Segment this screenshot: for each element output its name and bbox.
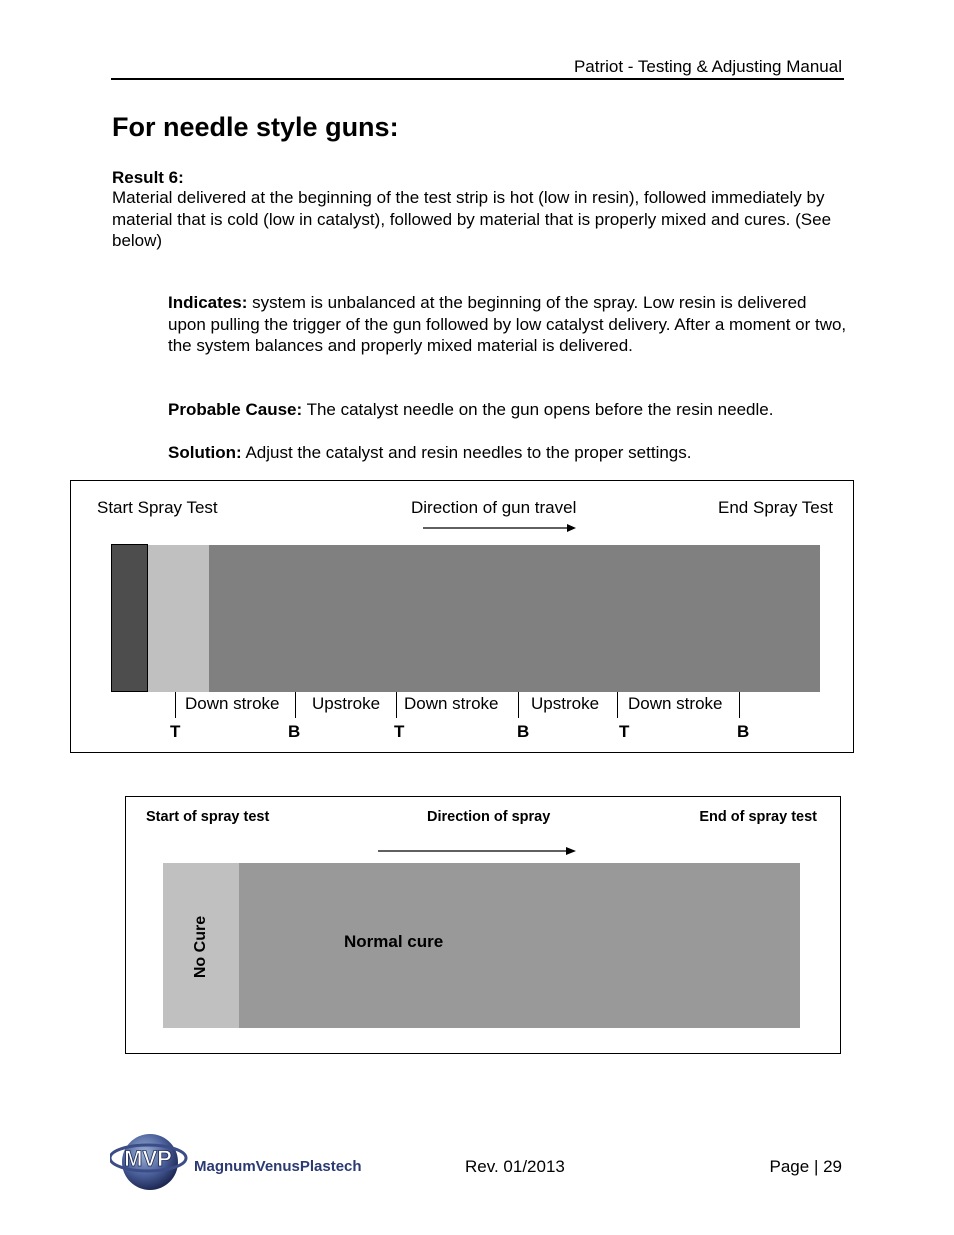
direction-label: Direction of gun travel [411,498,577,517]
stroke-tick [295,692,296,718]
stroke-tick [617,692,618,718]
revision-label: Rev. 01/2013 [465,1157,565,1176]
stroke-marker: B [737,722,750,741]
no-cure-section [163,863,239,1028]
cause-label: Probable Cause: [168,400,303,419]
indicates-label: Indicates: [168,293,248,312]
stroke-marker: B [288,722,301,741]
cause-text: The catalyst needle on the gun opens before the resin needle. [302,400,774,419]
result-label: Result 6: [112,168,184,187]
direction-of-spray-label: Direction of spray [427,809,551,825]
solution-label: Solution: [168,443,242,462]
stroke-marker: T [170,722,181,741]
stroke-label: Upstroke [312,694,381,713]
stroke-tick [175,692,176,718]
stroke-tick [739,692,740,718]
stroke-marker: B [517,722,530,741]
indicates-paragraph [168,292,848,357]
start-of-spray-label: Start of spray test [146,809,270,825]
stroke-marker: T [619,722,630,741]
page-number: Page | 29 [769,1157,842,1176]
direction-arrow-icon [376,843,582,859]
logo-badge: MVP [124,1146,172,1171]
header-title: Patriot - Testing & Adjusting Manual [573,57,842,76]
logo-wordmark: MagnumVenusPlastech [194,1158,362,1175]
cure-strip [163,863,800,1028]
page-heading: For needle style guns: [112,112,399,142]
indicates-text: system is unbalanced at the beginning of the spray. Low resin is delivered upon pulling the trigger of the gun followed by low catalyst delivery. After a moment or two, the system balances and properly mixed material is delivered. [168,293,847,355]
stroke-label: Down stroke [404,694,499,713]
solution-paragraph [168,442,848,464]
solution-text: Adjust the catalyst and resin needles to the proper settings. [241,443,692,462]
company-logo [110,1128,400,1194]
stroke-tick [396,692,397,718]
stroke-label: Down stroke [185,694,280,713]
stroke-marker: T [394,722,405,741]
result-description: Material delivered at the beginning of the test strip is hot (low in resin), followed immediately by material that is cold (low in catalyst), followed by material that is properly mixed and cures. (See below) [112,188,832,250]
cause-paragraph [168,399,848,421]
header-divider [111,78,844,80]
test-strip [111,545,820,692]
direction-arrow-icon [421,521,581,537]
cold-section [148,545,209,692]
stroke-label: Upstroke [531,694,600,713]
no-cure-label: No Cure [192,915,209,979]
normal-cure-label: Normal cure [344,932,444,951]
stroke-label: Down stroke [628,694,723,713]
cure-diagram [125,796,841,1054]
start-spray-label: Start Spray Test [97,498,218,517]
stroke-tick [518,692,519,718]
spray-test-diagram [70,480,854,753]
hot-section [111,544,148,692]
end-of-spray-label: End of spray test [699,809,817,825]
end-spray-label: End Spray Test [718,498,833,517]
